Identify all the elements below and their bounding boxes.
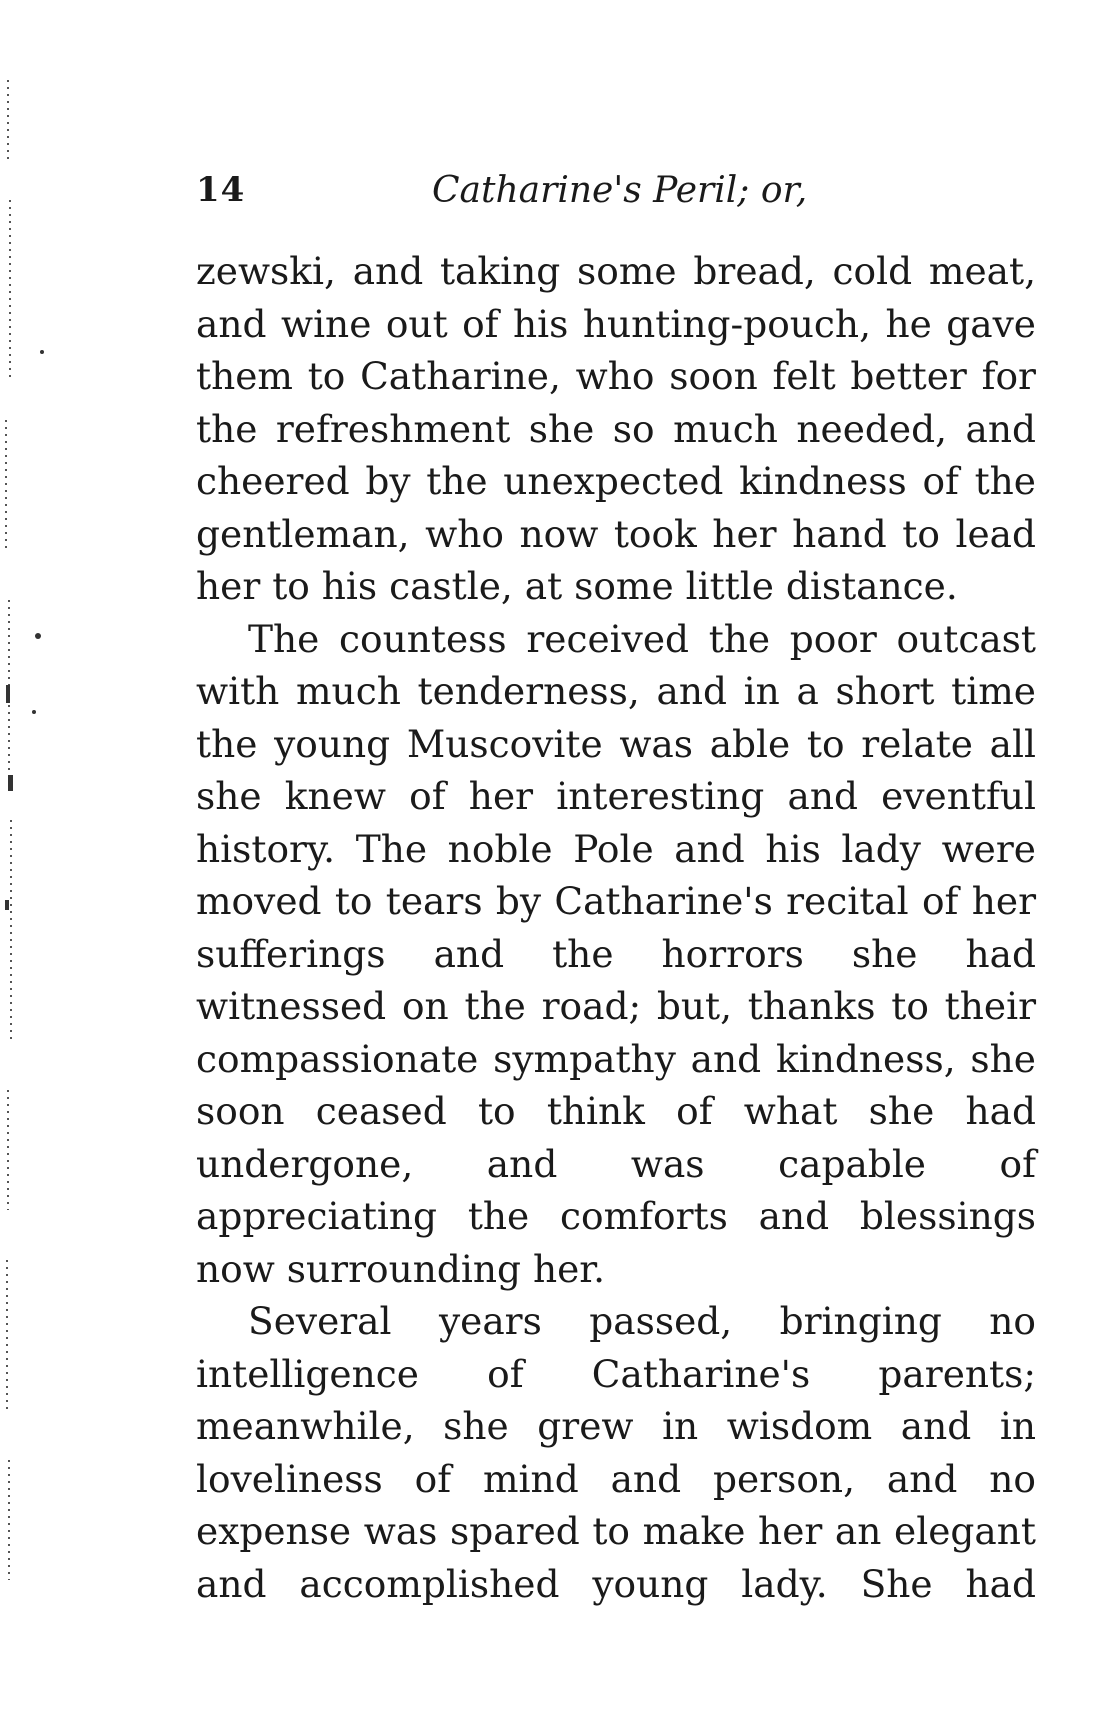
running-title: Catharine's Peril; or, [432, 170, 808, 211]
paragraph-2: The countess received the poor outcast with much tenderness, and in a short time the young Muscovite was able to relate all she knew of her interesting and eventful history. The noble Pole and his lady were moved to tears by Catharine's recital of her sufferings and the horrors she had witnessed on the road; but, thanks to their compassionate sympathy and kindness, she soon ceased to think of what she had undergone, and was capable of appreciating the comforts and blessings now surrounding her. [196, 616, 1036, 1291]
binding-edge-marks [0, 80, 48, 1700]
running-header [196, 170, 1036, 220]
page-number: 14 [196, 170, 246, 210]
paragraph-1: zewski, and taking some bread, cold meat, and wine out of his hunting-pouch, he gave them to Catharine, who soon felt better for the refreshment she so much needed, and cheered by the unexpected kindness of the gentleman, who now took her hand to lead her to his castle, at some little distance. [196, 249, 1036, 608]
paragraph-3: Several years passed, bringing no intelligence of Catharine's parents; meanwhile, she grew in wisdom and in loveliness of mind and person, and no expense was spared to make her an elegant and accomplished young lady. She had [196, 1299, 1036, 1606]
body-text [196, 245, 1036, 1610]
